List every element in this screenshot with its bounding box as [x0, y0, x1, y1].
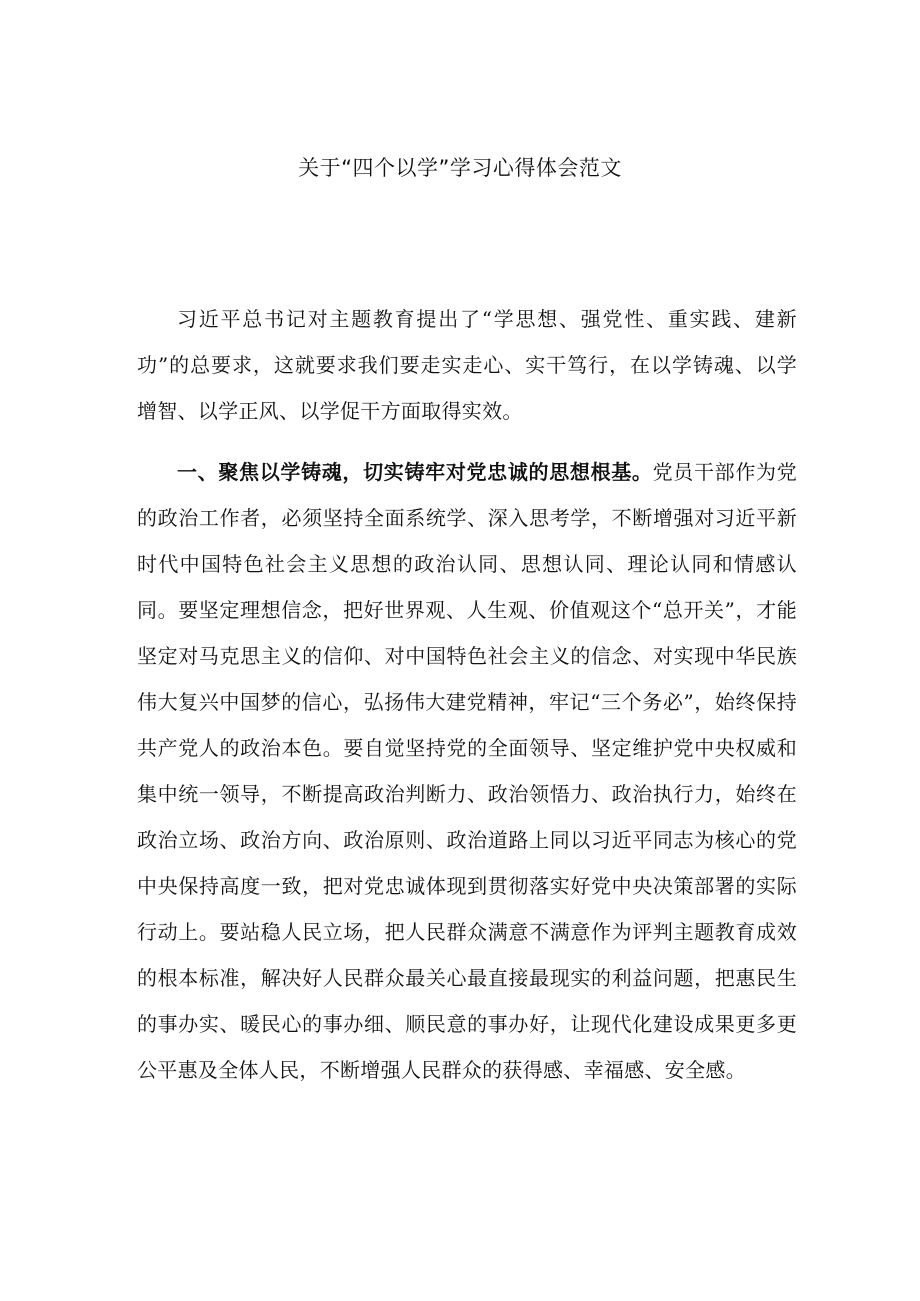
section-one-paragraph	[137, 449, 797, 1093]
document-title: 关于“四个以学”学习心得体会范文	[298, 156, 622, 180]
section-one-heading: 一、聚焦以学铸魂，切实铸牢对党忠诚的思想根基。	[177, 460, 653, 484]
intro-paragraph: 习近平总书记对主题教育提出了“学思想、强党性、重实践、建新功”的总要求，这就要求我们要走实走心、实干笃行，在以学铸魂、以学增智、以学正风、以学促干方面取得实效。	[137, 307, 797, 423]
section-one-body: 党员干部作为党的政治工作者，必须坚持全面系统学、深入思考学，不断增强对习近平新时代中国特色社会主义思想的政治认同、思想认同、理论认同和情感认同。要坚定理想信念，把好世界观、人生观、价值观这个“总开关”，才能坚定对马克思主义的信仰、对中国特色社会主义的信念、对实现中华民族伟大复兴中国梦的信心，弘扬伟大建党精神，牢记“三个务必”，始终保持共产党人的政治本色。要自觉坚持党的全面领导、坚定维护党中央权威和集中统一领导，不断提高政治判断力、政治领悟力、政治执行力，始终在政治立场、政治方向、政治原则、政治道路上同以习近平同志为核心的党中央保持高度一致，把对党忠诚体现到贯彻落实好党中央决策部署的实际行动上。要站稳人民立场，把人民群众满意不满意作为评判主题教育成效的根本标准，解决好人民群众最关心最直接最现实的利益问题，把惠民生的事办实、暖民心的事办细、顺民意的事办好，让现代化建设成果更多更公平惠及全体人民，不断增强人民群众的获得感、幸福感、安全感。	[137, 460, 797, 1082]
